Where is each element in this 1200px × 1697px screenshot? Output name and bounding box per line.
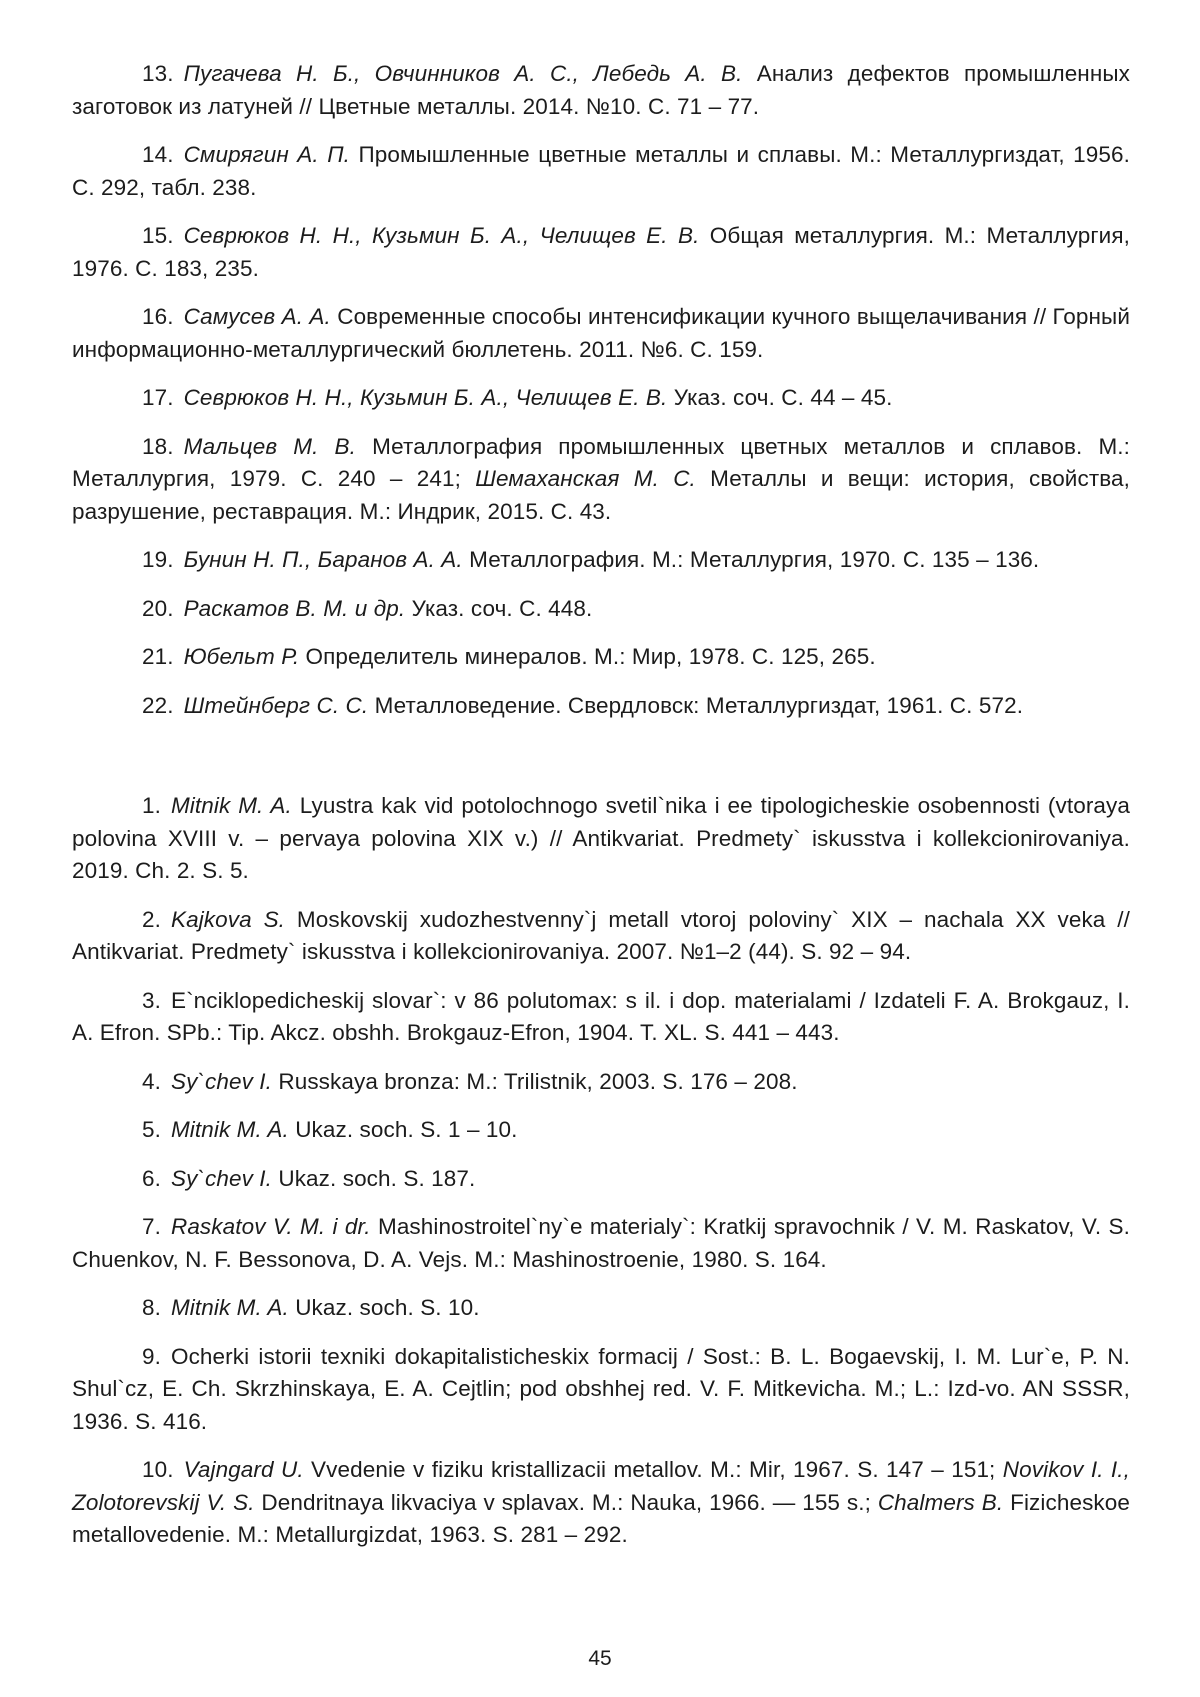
reference-lat-4: 4. Sy`chev I. Russkaya bronza: M.: Trilistnik, 2003. S. 176 – 208. <box>142 1068 798 1094</box>
reference-21: 21. Юбельт Р. Определитель минералов. М.: Мир, 1978. С. 125, 265. <box>142 644 876 669</box>
reference-18: 18. Мальцев М. В. Металлография промышленных цветных металлов и сплавов. М.: Металлургия, 1979. С. 240 – 241; Шемаханская М. С. Металлы и вещи: история, свойства, разрушение, реставрация. М.: Индрик, 2015. С. 43. <box>72 433 1130 524</box>
references-russian <box>72 58 1130 722</box>
reference-14: 14. Смирягин А. П. Промышленные цветные металлы и сплавы. М.: Металлургиздат, 1956. С. 292, табл. 238. <box>72 142 1130 200</box>
reference-lat-2: 2. Kajkova S. Moskovskij xudozhestvenny`j metall vtoroj poloviny` XIX – nachala XX veka // Antikvariat. Predmety` iskusstva i kollekcionirovaniya. 2007. №1–2 (44). S. 92 – 94. <box>72 906 1130 964</box>
reference-lat-8: 8. Mitnik M. A. Ukaz. soch. S. 10. <box>142 1295 480 1320</box>
reference-lat-9: 9. Ocherki istorii texniki dokapitalisticheskix formacij / Sost.: B. L. Bogaevskij, I. M. Lur`e, P. N. Shul`cz, E. Ch. Skrzhinskaya, E. A. Cejtlin; pod obshhej red. V. F. Mitkevicha. M.; L.: Izd-vo. AN SSSR, 1936. S. 416. <box>72 1343 1130 1434</box>
reference-lat-3: 3. E`nciklopedicheskij slovar`: v 86 polutomax: s il. i dop. materialami / Izdateli F. A. Brokgauz, I. A. Efron. SPb.: Tip. Akcz. obshh. Brokgauz-Efron, 1904. T. XL. S. 441 – 443. <box>72 987 1130 1045</box>
page-body <box>72 58 1130 1568</box>
reference-13: 13. Пугачева Н. Б., Овчинников А. С., Лебедь А. В. Анализ дефектов промышленных заготовок из латуней // Цветные металлы. 2014. №10. С. 71 – 77. <box>72 61 1130 119</box>
reference-15: 15. Севрюков Н. Н., Кузьмин Б. А., Челищев Е. В. Общая металлургия. М.: Металлургия, 1976. С. 183, 235. <box>72 223 1130 281</box>
reference-lat-10: 10. Vajngard U. Vvedenie v fiziku kristallizacii metallov. M.: Mir, 1967. S. 147 – 151; Novikov I. I., Zolotorevskij V. S. Dendritnaya likvaciya v splavax. M.: Nauka, 1966. — 155 s.; Chalmers B. Fizicheskoe metallovedenie. M.: Metallurgizdat, 1963. S. 281 – 292. <box>72 1457 1130 1547</box>
section-gap <box>72 738 1130 790</box>
reference-17: 17. Севрюков Н. Н., Кузьмин Б. А., Челищев Е. В. Указ. соч. С. 44 – 45. <box>142 385 893 410</box>
reference-lat-6: 6. Sy`chev I. Ukaz. soch. S. 187. <box>142 1165 476 1191</box>
reference-lat-7: 7. Raskatov V. M. i dr. Mashinostroitel`ny`e materialy`: Kratkij spravochnik / V. M. Raskatov, V. S. Chuenkov, N. F. Bessonova, D. A. Vejs. M.: Mashinostroenie, 1980. S. 164. <box>72 1214 1130 1272</box>
reference-lat-5: 5. Mitnik M. A. Ukaz. soch. S. 1 – 10. <box>142 1117 518 1142</box>
reference-16: 16. Самусев А. А. Современные способы интенсификации кучного выщелачивания // Горный информационно-металлургический бюллетень. 2011. №6. С. 159. <box>72 304 1130 362</box>
references-transliterated <box>72 790 1130 1552</box>
reference-lat-1: 1. Mitnik M. A. Lyustra kak vid potolochnogo svetil`nika i ee tipologicheskie osobennosti (vtoraya polovina XVIII v. – pervaya polovina XIX v.) // Antikvariat. Predmety` iskusstva i kollekcionirovaniya. 2019. Ch. 2. S. 5. <box>72 793 1130 883</box>
reference-19: 19. Бунин Н. П., Баранов А. А. Металлография. М.: Металлургия, 1970. С. 135 – 136. <box>142 547 1040 572</box>
page-number: 45 <box>588 1647 612 1670</box>
reference-20: 20. Раскатов В. М. и др. Указ. соч. С. 448. <box>142 595 593 621</box>
reference-22: 22. Штейнберг С. С. Металловедение. Свердловск: Металлургиздат, 1961. С. 572. <box>142 692 1024 718</box>
